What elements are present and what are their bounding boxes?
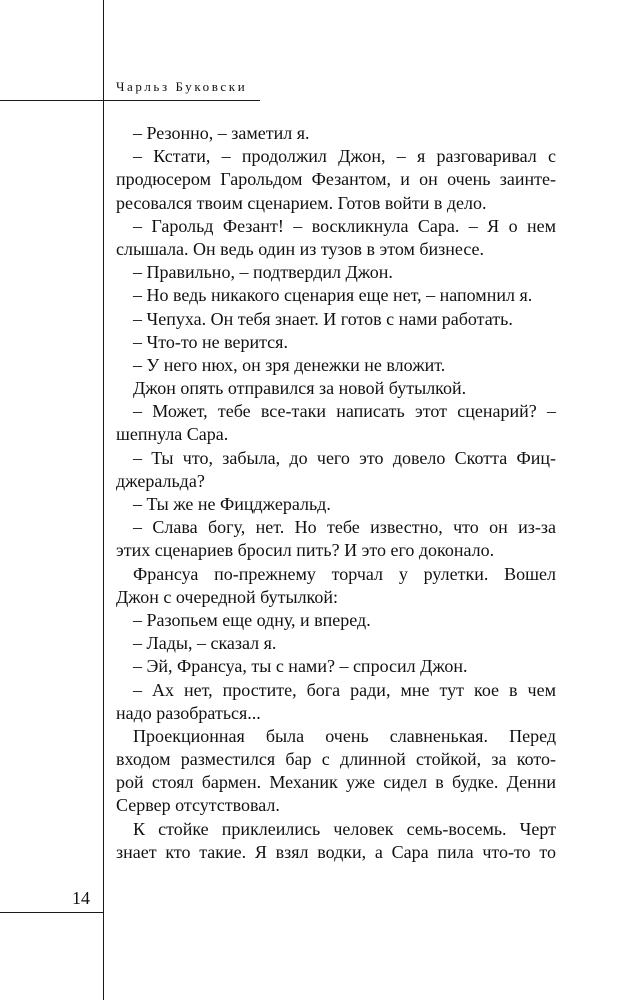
- text-line: рой стоял бармен. Механик уже сидел в будке. Денни: [116, 772, 556, 793]
- body-text: [116, 122, 556, 864]
- text-line: Франсуа по-прежнему торчал у рулетки. Вошел: [133, 563, 556, 584]
- text-line: этих сценариев бросил пить? И это его доконало.: [116, 540, 495, 561]
- text-line: – Ах нет, простите, бога ради, мне тут кое в чем: [133, 679, 556, 700]
- text-line: – Разопьем еще одну, и вперед.: [133, 609, 371, 630]
- text-line: – Эй, Франсуа, ты с нами? – спросил Джон.: [133, 656, 468, 677]
- text-line: – Чепуха. Он тебя знает. И готов с нами работать.: [133, 308, 513, 329]
- text-line: – У него нюх, он зря денежки не вложит.: [133, 354, 446, 375]
- text-line: Проекционная была очень славненькая. Перед: [133, 725, 556, 746]
- footer-rule: [0, 912, 104, 913]
- text-line: надо разобраться...: [116, 702, 261, 723]
- text-line: входом разместился бар с длинной стойкой, за кото-: [116, 749, 556, 770]
- text-line: слышала. Он ведь один из тузов в этом бизнесе.: [116, 238, 485, 259]
- text-line: Сервер отсутствовал.: [116, 795, 280, 816]
- text-line: продюсером Гарольдом Фезантом, и он очень заинте-: [116, 169, 556, 190]
- text-line: – Лады, – сказал я.: [133, 633, 277, 654]
- text-line: – Что-то не верится.: [133, 331, 288, 352]
- text-line: – Правильно, – подтвердил Джон.: [133, 262, 393, 283]
- text-line: – Может, тебе все-таки написать этот сценарий? –: [133, 401, 556, 422]
- text-line: – Слава богу, нет. Но тебе известно, что он из-за: [133, 517, 556, 538]
- text-line: ресовался твоим сценарием. Готов войти в дело.: [116, 192, 487, 213]
- text-line: – Но ведь никакого сценария еще нет, – напомнил я.: [133, 285, 533, 306]
- text-line: знает кто такие. Я взял водки, а Сара пила что-то то: [116, 841, 556, 862]
- text-line: К стойке приклеились человек семь-восемь. Черт: [133, 818, 556, 839]
- page-number: 14: [72, 888, 90, 908]
- header-rule: [0, 100, 260, 101]
- text-line: Джон с очередной бутылкой:: [116, 586, 339, 607]
- running-head: Чарльз Буковски: [116, 79, 248, 94]
- text-line: – Ты же не Фицджеральд.: [133, 494, 331, 514]
- text-line: – Резонно, – заметил я.: [133, 123, 310, 143]
- text-line: джеральда?: [116, 470, 205, 491]
- text-line: – Гарольд Фезант! – воскликнула Сара. – Я о нем: [133, 215, 556, 236]
- text-line: – Кстати, – продолжил Джон, – я разговаривал с: [133, 146, 556, 167]
- text-line: Джон опять отправился за новой бутылкой.: [133, 378, 467, 399]
- margin-vertical-rule: [103, 0, 104, 1000]
- text-line: шепнула Сара.: [116, 424, 229, 445]
- text-line: – Ты что, забыла, до чего это довело Скотта Фиц-: [133, 447, 556, 468]
